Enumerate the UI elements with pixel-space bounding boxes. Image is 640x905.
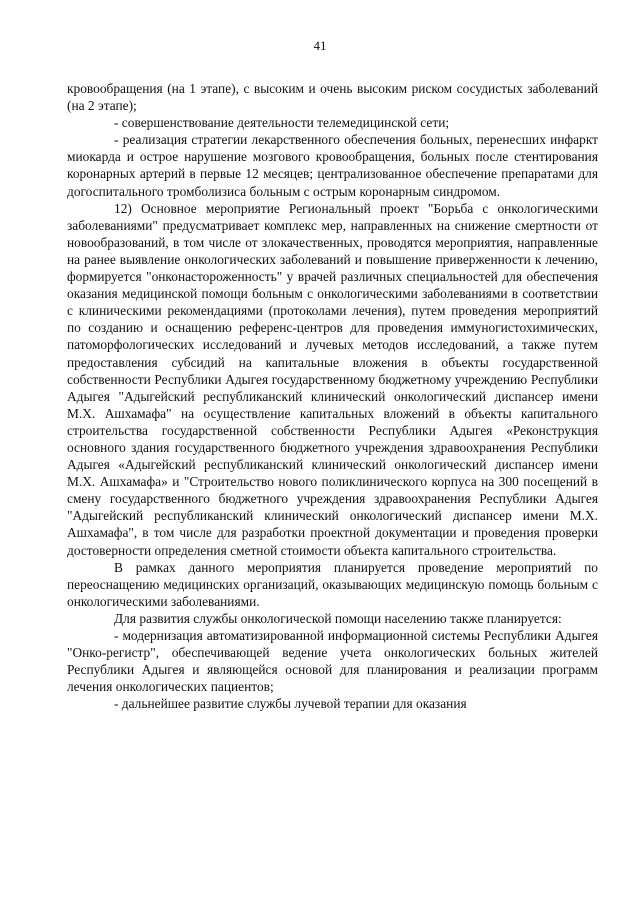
paragraph: Для развития службы онкологической помощи населению также планируется: bbox=[114, 610, 562, 626]
paragraph: - модернизация автоматизированной информационной системы Республики Адыгея "Онко-регистр", обеспечивающей ведение учета онкологических больных жителей Республики Адыгея и являющейся основой для планирования и реализации программ лечения онкологических пациентов; bbox=[67, 628, 598, 695]
paragraph: - реализация стратегии лекарственного обеспечения больных, перенесших инфаркт миокарда и острое нарушение мозгового кровообращения, больных после стентирования коронарных артерий в первые 12 месяцев; централизованное обеспечение препаратами для догоспитального тромболизиса больным с острым коронарным синдромом. bbox=[67, 132, 598, 199]
body-text bbox=[67, 80, 598, 712]
paragraph: кровообращения (на 1 этапе), с высоким и очень высоким риском сосудистых заболеваний (на 2 этапе); bbox=[67, 81, 598, 114]
paragraph: - совершенствование деятельности телемедицинской сети; bbox=[114, 115, 450, 131]
page-number: 41 bbox=[313, 38, 327, 53]
paragraph: В рамках данного мероприятия планируется проведение мероприятий по переоснащению медицинских организаций, оказывающих медицинскую помощь больным с онкологическими заболеваниями. bbox=[67, 559, 598, 609]
paragraph: - дальнейшее развитие службы лучевой терапии для оказания bbox=[114, 696, 467, 712]
paragraph: 12) Основное мероприятие Региональный проект "Борьба с онкологическими заболеваниями" предусматривает комплекс мер, направленных на снижение смертности от новообразований, в том числе от злокачественных, проводятся мероприятия, направленные на ранее выявление онкологических заболеваний и повышение приверженности к лечению, формируется "онконастороженность" у врачей различных специальностей для обеспечения оказания медицинской помощи больным с онкологическими заболеваниями в соответствии с клиническими рекомендациями (протоколами лечения), путем проведения мероприятий по созданию и оснащению референс-центров для проведения иммуногистохимических, патоморфологических исследований и лучевых методов исследований, а также путем предоставления субсидий на капитальные вложения в объекты государственной собственности Республики Адыгея государственному бюджетному учреждению Республики Адыгея "Адыгейский республиканский клинический онкологический диспансер имени М.Х. Ашхамафа" на осуществление капитальных вложений в объекты капитального строительства государственной собственности Республики Адыгея «Реконструкция основного здания государственного бюджетного учреждения здравоохранения Республики Адыгея «Адыгейский республиканский клинический онкологический диспансер имени М.Х. Ашхамафа» и "Строительство нового поликлинического корпуса на 300 посещений в смену государственного бюджетного учреждения здравоохранения Республики Адыгея "Адыгейский республиканский клинический онкологический диспансер имени М.Х. Ашхамафа", в том числе для разработки проектной документации и проведения проверки достоверности определения сметной стоимости объекта капитального строительства. bbox=[67, 200, 598, 558]
